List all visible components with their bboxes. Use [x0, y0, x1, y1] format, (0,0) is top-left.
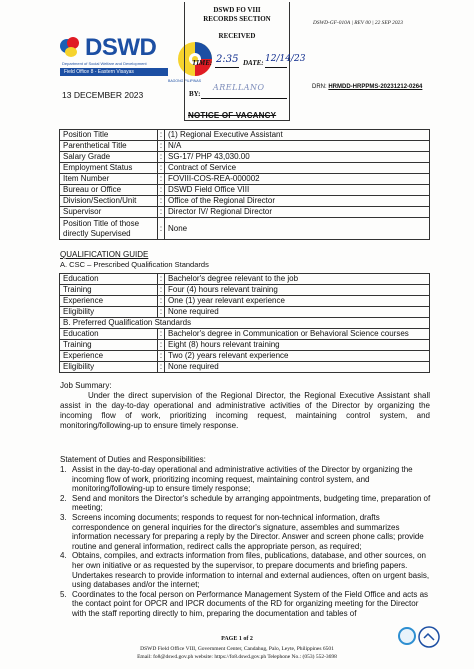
table-row: Education : Bachelor's degree relevant to the job — [60, 274, 430, 285]
row-value: One (1) year relevant experience — [165, 296, 430, 307]
table-row: Experience : Two (2) years relevant experience — [60, 351, 430, 362]
document-code: DSWD-GF-010A | REV 00 | 22 SEP 2023 — [313, 20, 403, 26]
row-label: Position Title of those directly Supervised — [60, 218, 158, 240]
table-row: Parenthetical Title : N/A — [60, 141, 430, 152]
table-row: Eligibility : None required — [60, 307, 430, 318]
table-row: Experience : One (1) year relevant experience — [60, 296, 430, 307]
certification-badge-icon — [398, 627, 416, 645]
stamp-time-label: TIME: — [192, 59, 213, 67]
duties-title: Statement of Duties and Responsibilities: — [60, 455, 206, 464]
row-label: Employment Status — [60, 163, 158, 174]
row-value: (1) Regional Executive Assistant — [165, 130, 430, 141]
footer-address: DSWD Field Office VIII, Government Center, Candahug, Palo, Leyte, Philippines 6501 — [140, 646, 334, 652]
stamp-time-value: 2:35 — [216, 54, 239, 65]
position-details-table — [59, 129, 430, 240]
footer-contact: Email: fo8@dswd.gov.ph website: https://fo8.dswd.gov.ph Telephone No.: (053) 552-3698 — [137, 654, 337, 660]
job-summary-text: Under the direct supervision of the Regional Director, the Regional Executive Assistant shall assist in the day-to-day operational and administrative activities of the Director by organizing the incoming flow of work, prioritizing incoming request, maintaining control system, and monitoring/following-up to ensure timely response. — [60, 391, 430, 430]
stamp-received: RECEIVED — [218, 32, 256, 40]
section-b-title: B. Preferred Qualification Standards — [60, 318, 430, 329]
logo-subtitle: Department of Social Welfare and Development — [62, 61, 147, 66]
row-label: Position Title — [60, 130, 158, 141]
row-value: Bachelor's degree relevant to the job — [165, 274, 430, 285]
table-row: Bureau or Office : DSWD Field Office VIII — [60, 185, 430, 196]
row-label: Bureau or Office — [60, 185, 158, 196]
page-number: PAGE 1 of 2 — [221, 636, 253, 642]
row-value: Four (4) hours relevant training — [165, 285, 430, 296]
row-value: Eight (8) hours relevant training — [165, 340, 430, 351]
row-label: Parenthetical Title — [60, 141, 158, 152]
table-row: Supervisor : Director IV/ Regional Director — [60, 207, 430, 218]
table-row: Position Title of those directly Supervised : None — [60, 218, 430, 240]
stamp-by-label: BY: — [189, 90, 201, 98]
row-value: Two (2) years relevant experience — [165, 351, 430, 362]
stamp-by-value: ARELLANO — [213, 83, 265, 92]
section-a-title: A. CSC – Prescribed Qualification Standards — [60, 260, 209, 269]
records-received-stamp — [184, 2, 306, 121]
dswd-logo — [60, 36, 170, 80]
row-value: FOVIII-COS-REA-000002 — [165, 174, 430, 185]
stamp-date-value: 12/14/23 — [265, 54, 306, 64]
table-row: Eligibility : None required — [60, 362, 430, 373]
field-office-band: Field Office 8 - Eastern Visayas — [60, 68, 168, 76]
row-label: Eligibility — [60, 307, 158, 318]
list-item: 1. Assist in the day-to-day operational and administrative activities of the Director by organizing the incoming flow of work, prioritizing incoming request, maintaining control system, and monitoring/following-up to ensure timely response; — [60, 465, 413, 494]
row-value: SG-17/ PHP 43,030.00 — [165, 152, 430, 163]
row-value: None — [165, 218, 430, 240]
stamp-date-label: DATE: — [243, 59, 264, 67]
row-label: Experience — [60, 351, 158, 362]
row-value: Office of the Regional Director — [165, 196, 430, 207]
drn — [312, 84, 422, 90]
section-b-row — [60, 318, 430, 329]
row-value: None required — [165, 362, 430, 373]
table-row: Division/Section/Unit : Office of the Regional Director — [60, 196, 430, 207]
list-item: 5. Coordinates to the focal person on Performance Management System of the Field Office and acts as the contact point for OPCR and IPCR documents of the RD for organizing meeting for the Director with the staff reporting directly to him, preparing the documentation and tables of — [60, 589, 429, 618]
stamp-office: DSWD FO VIII — [213, 6, 261, 14]
row-label: Item Number — [60, 174, 158, 185]
row-label: Experience — [60, 296, 158, 307]
row-label: Education — [60, 329, 158, 340]
row-label: Division/Section/Unit — [60, 196, 158, 207]
dswd-logo-icon — [60, 37, 82, 59]
list-item: 2. Send and monitors the Director's schedule by arranging appointments, budgeting time, preparation of meeting; — [60, 493, 431, 513]
table-row: Item Number : FOVIII-COS-REA-000002 — [60, 174, 430, 185]
drn-value: HRMDD-HRPPMS-20231212-0264 — [328, 84, 423, 90]
duties-list — [60, 465, 432, 619]
row-label: Training — [60, 340, 158, 351]
row-value: N/A — [165, 141, 430, 152]
table-row: Training : Four (4) hours relevant training — [60, 285, 430, 296]
row-label: Training — [60, 285, 158, 296]
row-label: Education — [60, 274, 158, 285]
row-label: Salary Grade — [60, 152, 158, 163]
row-value: DSWD Field Office VIII — [165, 185, 430, 196]
row-label: Supervisor — [60, 207, 158, 218]
logo-text: DSWD — [85, 34, 157, 61]
list-item: 3. Screens incoming documents; responds to request for non-technical information, drafts correspondence on general inquiries for the director's signature, assembles and summarizes information necessary for preparing a reply by the Director. Answer and screen phone calls; provide routine and general information, redirect calls the appropriate person, as required; — [60, 512, 424, 551]
qualification-guide-title: QUALIFICATION GUIDE — [60, 250, 149, 259]
table-row: Employment Status : Contract of Service — [60, 163, 430, 174]
stamp-section: RECORDS SECTION — [203, 15, 271, 23]
row-value: None required — [165, 307, 430, 318]
table-row: Education : Bachelor's degree in Communication or Behavioral Science courses — [60, 329, 430, 340]
table-row: Training : Eight (8) hours relevant training — [60, 340, 430, 351]
table-row: Salary Grade : SG-17/ PHP 43,030.00 — [60, 152, 430, 163]
row-value: Director IV/ Regional Director — [165, 207, 430, 218]
list-item: 4. Obtains, compiles, and extracts information from files, publications, database, and other sources, on her own initiative or as requested by the supervisor, to prepare documents and briefing papers. Undertakes research to provide information to internal and external audiences, often on urgent basis, using databases and/or the internet; — [60, 551, 430, 590]
document-date: 13 DECEMBER 2023 — [62, 90, 144, 100]
notice-title: NOTICE OF VACANCY — [188, 111, 277, 120]
seal-caption: BAGONG PILIPINAS — [168, 79, 202, 83]
accreditation-badge-icon — [418, 626, 440, 648]
qualification-table — [59, 273, 430, 373]
row-value: Contract of Service — [165, 163, 430, 174]
drn-label: DRN: — [312, 84, 327, 90]
row-value: Bachelor's degree in Communication or Behavioral Science courses — [165, 329, 430, 340]
job-summary-title: Job Summary: — [60, 381, 112, 390]
row-label: Eligibility — [60, 362, 158, 373]
table-row: Position Title : (1) Regional Executive Assistant — [60, 130, 430, 141]
